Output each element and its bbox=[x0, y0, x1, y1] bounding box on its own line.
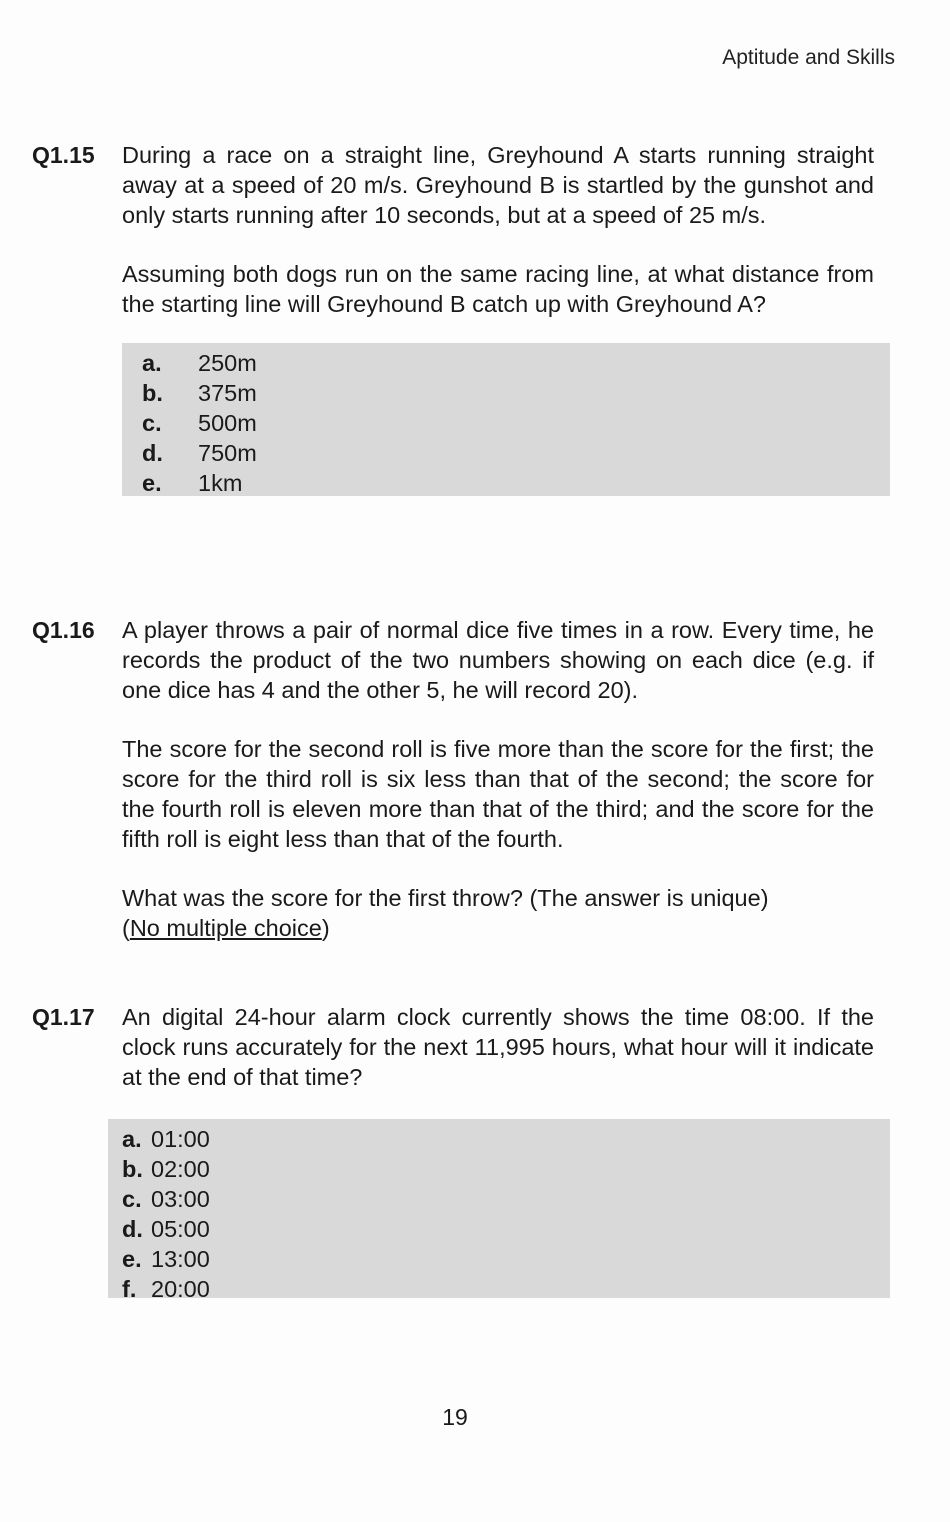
option-text: 375m bbox=[198, 380, 257, 406]
option-item bbox=[108, 1214, 890, 1244]
question-prompt: What was the score for the first throw? (The answer is unique) bbox=[122, 885, 769, 911]
option-letter: a. bbox=[142, 350, 162, 376]
question-paragraph: An digital 24-hour alarm clock currently shows the time 08:00. If the clock runs accurately for the next 11,995 hours, what hour will it indicate at the end of that time? bbox=[122, 1004, 874, 1090]
option-item bbox=[108, 1154, 890, 1184]
option-text: 02:00 bbox=[151, 1156, 210, 1182]
question-paragraph: A player throws a pair of normal dice five times in a row. Every time, he records the product of the two numbers showing on each dice (e.g. if one dice has 4 and the other 5, he will record 20). bbox=[122, 617, 874, 703]
note-open: ( bbox=[122, 915, 130, 941]
answer-options bbox=[108, 1119, 890, 1302]
option-letter: b. bbox=[142, 380, 163, 406]
option-item bbox=[122, 468, 890, 498]
option-letter: f. bbox=[122, 1276, 137, 1302]
question-paragraph: During a race on a straight line, Greyhound A starts running straight away at a speed of 20 m/s. Greyhound B is startled by the gunshot and only starts running after 10 seconds, but at a speed of 25 m/s. bbox=[122, 142, 874, 228]
running-header: Aptitude and Skills bbox=[722, 46, 895, 69]
option-text: 1km bbox=[198, 470, 243, 496]
option-item bbox=[122, 378, 890, 408]
note-close: ) bbox=[321, 915, 330, 941]
question-1-16 bbox=[32, 615, 874, 943]
option-letter: e. bbox=[122, 1246, 142, 1272]
option-letter: c. bbox=[142, 410, 162, 436]
answer-options bbox=[122, 343, 890, 496]
question-number: Q1.16 bbox=[32, 617, 95, 643]
option-letter: d. bbox=[142, 440, 163, 466]
question-paragraph: The score for the second roll is five more than the score for the first; the score for the third roll is six less than that of the second; the score for the fourth roll is eleven more than that of the third; and the score for the fifth roll is eight less than that of the fourth. bbox=[122, 736, 874, 852]
question-1-17 bbox=[32, 1002, 874, 1302]
option-letter: a. bbox=[122, 1126, 142, 1152]
option-text: 750m bbox=[198, 440, 257, 466]
option-letter: e. bbox=[142, 470, 162, 496]
question-body bbox=[122, 140, 874, 496]
question-body bbox=[122, 615, 874, 943]
page-number: 19 bbox=[442, 1404, 468, 1430]
question-body bbox=[122, 1002, 874, 1302]
question-number: Q1.15 bbox=[32, 142, 95, 168]
option-item bbox=[122, 408, 890, 438]
no-multiple-choice-note: No multiple choice bbox=[129, 915, 322, 941]
option-text: 500m bbox=[198, 410, 257, 436]
option-text: 01:00 bbox=[151, 1126, 210, 1152]
option-text: 03:00 bbox=[151, 1186, 210, 1212]
option-letter: b. bbox=[122, 1156, 143, 1182]
option-letter: d. bbox=[122, 1216, 143, 1242]
option-text: 13:00 bbox=[151, 1246, 210, 1272]
question-1-15 bbox=[32, 140, 874, 496]
option-text: 250m bbox=[198, 350, 257, 376]
option-item bbox=[122, 348, 890, 378]
option-text: 05:00 bbox=[151, 1216, 210, 1242]
option-item bbox=[122, 438, 890, 468]
option-item bbox=[108, 1184, 890, 1214]
option-item bbox=[108, 1244, 890, 1274]
option-item bbox=[108, 1124, 890, 1154]
option-letter: c. bbox=[122, 1186, 142, 1212]
question-paragraph: Assuming both dogs run on the same racing line, at what distance from the starting line will Greyhound B catch up with Greyhound A? bbox=[122, 261, 874, 317]
question-number: Q1.17 bbox=[32, 1004, 95, 1030]
option-text: 20:00 bbox=[151, 1276, 210, 1302]
option-item bbox=[108, 1274, 890, 1304]
question-paragraph bbox=[122, 883, 874, 943]
